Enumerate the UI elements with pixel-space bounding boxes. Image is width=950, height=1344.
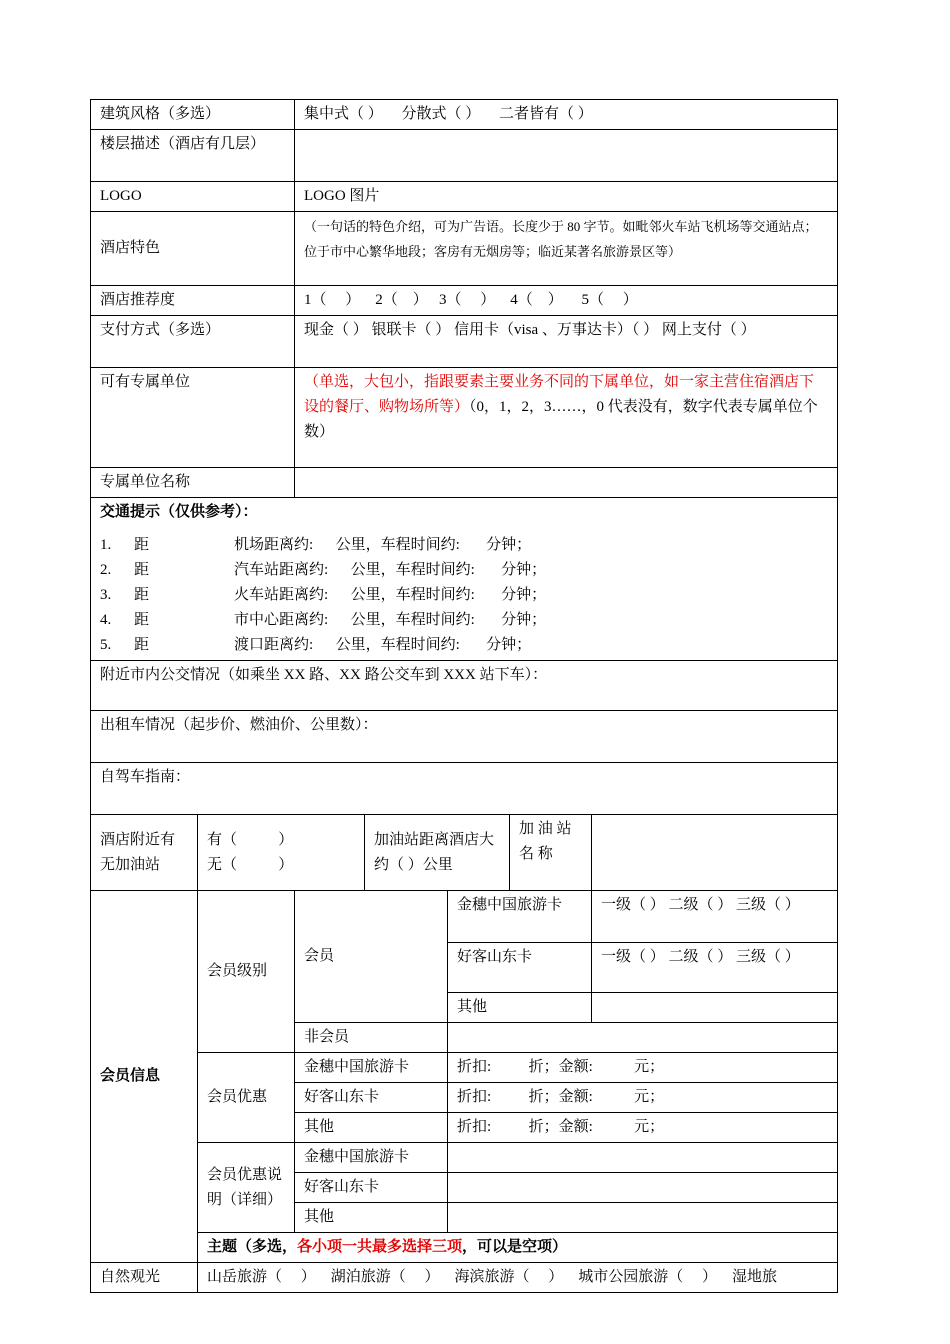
style-label: 建筑风格（多选） xyxy=(91,100,295,130)
feature-label: 酒店特色 xyxy=(91,212,295,286)
traffic-line-text: 汽车站距离约: 公里，车程时间约: 分钟； xyxy=(234,562,547,578)
card-name-0: 金穗中国旅游卡 xyxy=(448,891,592,943)
subunit-value[interactable] xyxy=(295,368,838,468)
payment-value[interactable]: 现金（ ） 银联卡（ ） 信用卡（visa 、万事达卡）（ ） 网上支付（ ） xyxy=(295,316,838,368)
member-label: 会员 xyxy=(295,891,448,1023)
discount-name-2: 其他 xyxy=(295,1113,448,1143)
subunit-label: 可有专属单位 xyxy=(91,368,295,468)
theme-title-a: 主题（多选， xyxy=(207,1239,298,1255)
feature-value[interactable]: （一句话的特色介绍，可为广告语。长度少于 80 字节。如毗邻火车站飞机场等交通站点；位于市中心繁华地段；客房有无烟房等；临近某著名旅游景区等） xyxy=(295,212,838,286)
member-title: 会员信息 xyxy=(91,891,198,1263)
hotel-info-form xyxy=(90,99,838,1293)
explain-name-2: 其他 xyxy=(295,1203,448,1233)
gas-name-label: 加 油 站 名 称 xyxy=(510,815,592,891)
traffic-line-from: 距 xyxy=(134,562,150,578)
gas-options[interactable] xyxy=(198,815,365,891)
discount-name-1: 好客山东卡 xyxy=(295,1083,448,1113)
explain-value-2[interactable] xyxy=(448,1203,838,1233)
member-level-label: 会员级别 xyxy=(198,891,295,1053)
gas-yes[interactable]: 有（ ） xyxy=(207,831,294,848)
card-name-2: 其他 xyxy=(448,993,592,1023)
traffic-title: 交通提示（仅供参考）： xyxy=(100,504,258,520)
traffic-line[interactable] xyxy=(100,583,828,608)
subunit-name-value[interactable] xyxy=(295,468,838,498)
rating-label: 酒店推荐度 xyxy=(91,286,295,316)
member-explain-label: 会员优惠说明（详细） xyxy=(198,1143,295,1233)
floors-value[interactable] xyxy=(295,130,838,182)
discount-name-0: 金穗中国旅游卡 xyxy=(295,1053,448,1083)
gas-no[interactable]: 无（ ） xyxy=(207,856,294,873)
style-value[interactable]: 集中式（ ） 分散式（ ） 二者皆有（ ） xyxy=(295,100,838,130)
traffic-line[interactable] xyxy=(100,608,828,633)
card-name-1: 好客山东卡 xyxy=(448,943,592,993)
subunit-note: （0，1，2，3……，0 代表没有，数字代表专属单位个数） xyxy=(304,399,818,440)
card-levels-2[interactable] xyxy=(592,993,838,1023)
discount-value-1[interactable]: 折扣: 折；金额: 元； xyxy=(448,1083,838,1113)
card-levels-0[interactable]: 一级（ ） 二级（ ） 三级（ ） xyxy=(592,891,838,943)
traffic-line[interactable] xyxy=(100,533,828,558)
nature-label: 自然观光 xyxy=(91,1263,198,1293)
traffic-line-number: 3. xyxy=(100,587,112,603)
explain-name-0: 金穗中国旅游卡 xyxy=(295,1143,448,1173)
traffic-section xyxy=(91,498,838,661)
traffic-line-text: 渡口距离约: 公里，车程时间约: 分钟； xyxy=(234,637,532,653)
traffic-line-number: 1. xyxy=(100,537,112,553)
explain-value-0[interactable] xyxy=(448,1143,838,1173)
subunit-name-label: 专属单位名称 xyxy=(91,468,295,498)
logo-value[interactable]: LOGO 图片 xyxy=(295,182,838,212)
traffic-line[interactable] xyxy=(100,633,828,658)
gas-name-value[interactable] xyxy=(592,815,838,891)
non-member-value[interactable] xyxy=(448,1023,838,1053)
discount-value-2[interactable]: 折扣: 折；金额: 元； xyxy=(448,1113,838,1143)
traffic-line-number: 5. xyxy=(100,637,112,653)
explain-value-1[interactable] xyxy=(448,1173,838,1203)
subunit-note-red: （单选，大包小，指跟要素主要业务不同的下属单位，如一家主营住宿酒店下设的餐厅、购物场所等） xyxy=(304,374,815,415)
traffic-line-text: 火车站距离约: 公里，车程时间约: 分钟； xyxy=(234,587,547,603)
gas-label: 酒店附近有无加油站 xyxy=(91,815,198,891)
traffic-line-text: 机场距离约: 公里，车程时间约: 分钟； xyxy=(234,537,532,553)
traffic-line-from: 距 xyxy=(134,612,150,628)
logo-label: LOGO xyxy=(91,182,295,212)
floors-label: 楼层描述（酒店有几层） xyxy=(91,130,295,182)
traffic-line-text: 市中心距离约: 公里，车程时间约: 分钟； xyxy=(234,612,547,628)
theme-title-red: 各小项一共最多选择三项 xyxy=(297,1239,463,1255)
member-discount-label: 会员优惠 xyxy=(198,1053,295,1143)
traffic-line[interactable] xyxy=(100,558,828,583)
non-member-label: 非会员 xyxy=(295,1023,448,1053)
discount-value-0[interactable]: 折扣: 折；金额: 元； xyxy=(448,1053,838,1083)
traffic-line-number: 4. xyxy=(100,612,112,628)
traffic-line-number: 2. xyxy=(100,562,112,578)
card-levels-1[interactable]: 一级（ ） 二级（ ） 三级（ ） xyxy=(592,943,838,993)
taxi-info[interactable]: 出租车情况（起步价、燃油价、公里数）： xyxy=(91,711,838,763)
theme-title-b: ，可以是空项） xyxy=(462,1239,568,1255)
gas-distance[interactable]: 加油站距离酒店大约（ ）公里 xyxy=(365,815,510,891)
payment-label: 支付方式（多选） xyxy=(91,316,295,368)
nature-value[interactable]: 山岳旅游（ ） 湖泊旅游（ ） 海滨旅游（ ） 城市公园旅游（ ） 湿地旅 xyxy=(198,1263,838,1293)
traffic-line-from: 距 xyxy=(134,587,150,603)
explain-name-1: 好客山东卡 xyxy=(295,1173,448,1203)
self-drive-info[interactable]: 自驾车指南： xyxy=(91,763,838,815)
rating-value[interactable]: 1（ ） 2（ ） 3（ ） 4（ ） 5（ ） xyxy=(295,286,838,316)
theme-title xyxy=(198,1233,838,1263)
bus-info[interactable]: 附近市内公交情况（如乘坐 XX 路、XX 路公交车到 XXX 站下车）： xyxy=(91,661,838,711)
traffic-line-from: 距 xyxy=(134,537,150,553)
traffic-line-from: 距 xyxy=(134,637,150,653)
